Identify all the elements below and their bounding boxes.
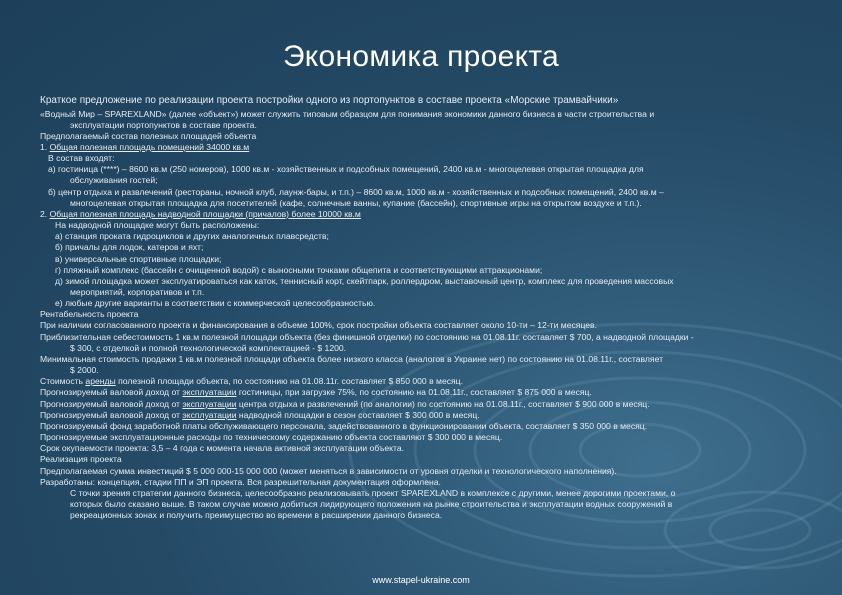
- text-line: [40, 387, 810, 398]
- text-segment: полезной площади объекта, по состоянию на 01.08.11г. составляет $ 850 000 в месяц.: [115, 376, 463, 387]
- text-line: в) универсальные спортивные площадки;: [55, 253, 222, 264]
- text-segment: 1.: [40, 141, 50, 152]
- text-line: б) центр отдыха и развлечений (рестораны, ночной клуб, лаунж-бары, и т.п.) – 8600 кв.м, 1000 кв.м - хозяйственных и подсобных помещений, 2400 кв.м –: [48, 186, 664, 197]
- text-segment: надводной площадки в сезон составляет $ 300 000 в месяц.: [236, 409, 480, 420]
- slide-title: Экономика проекта: [282, 40, 560, 73]
- text-line: Приблизительная себестоимость 1 кв.м полезной площади объекта (без финишной отделки) по состоянию на 01.08.11г. составляет $ 700, а надводной площадки -: [40, 331, 694, 342]
- text-line: Разработаны: концепция, стадии ПП и ЭП проекта. Вся разрешительная документация оформлена.: [40, 476, 441, 487]
- text-line: д) зимой площадка может эксплуатироваться как каток, теннисный корт, скейтпарк, роллердром, выставочный центр, комплекс для проведения массовых: [55, 275, 674, 286]
- text-line: При наличии согласованного проекта и финансирования в объеме 100%, срок постройки объекта составляет около 10-ти – 12-ти месяцев.: [40, 320, 597, 331]
- text-line: Прогнозируемый фонд заработной платы обслуживающего персонала, задействованного в функционировании объекта, составляет $ 350 000 в месяц.: [40, 420, 648, 431]
- text-line: Минимальная стоимость продажи 1 кв.м полезной площади объекта более низкого класса (аналогов в Украине нет) по состоянию на 01.08.11г., составляет: [40, 353, 664, 364]
- text-line: На надводной площадке могут быть расположены:: [55, 220, 260, 231]
- text-line: Предполагаемая сумма инвестиций $ 5 000 000-15 000 000 (может меняться в зависимости от уровня отделки и технологического наполнения).: [40, 465, 617, 476]
- text-line: С точки зрения стратегии данного бизнеса, целесообразно реализовывать проект SPAREXLAND в комплексе с другими, менее дорогими проектами, о: [70, 487, 676, 498]
- underlined-term: эксплуатации: [182, 409, 237, 420]
- text-line: г) пляжный комплекс (бассейн с очищенной водой) с выносными точками общепита и соответствующими аттракционами;: [55, 264, 543, 275]
- text-line: Прогнозируемые эксплуатационные расходы по техническому содержанию объекта составляют $ 300 000 в месяц.: [40, 432, 503, 443]
- underlined-term: эксплуатации: [182, 398, 237, 409]
- text-line: [40, 399, 810, 410]
- project-text-body: [40, 95, 810, 521]
- text-line: $ 2000.: [70, 365, 99, 376]
- text-segment: 2.: [40, 208, 50, 219]
- text-line: многоцелевая открытая площадка для посетителей (кафе, солнечные ванны, купание (бассейн), спортивные игры на открытом воздухе и т.п.).: [70, 197, 642, 208]
- text-segment: центра отдыха и развлечений (по аналогии) по состоянию на 01.08.11г., составляет $ 900 000 в месяц.: [236, 398, 650, 409]
- website-link[interactable]: www.stapel-ukraine.com: [372, 575, 470, 585]
- text-line: Краткое предложение по реализации проекта постройки одного из портопунктов в составе проекта «Морские трамвайчики»: [40, 95, 619, 106]
- text-line: [40, 376, 810, 387]
- text-line: е) любые другие варианты в соответствии с коммерческой целесообразностью.: [55, 298, 376, 309]
- text-line: В состав входят:: [48, 153, 115, 164]
- text-segment: Прогнозируемый валовой доход от: [40, 387, 183, 398]
- text-line: Реализация проекта: [40, 454, 122, 465]
- text-line: «Водный Мир – SPAREXLAND» (далее «объект») может служить типовым образцом для понимания экономики данного бизнеса в части строительства и: [40, 108, 655, 119]
- text-line: а) станция проката гидроциклов и других аналогичных плавсредств;: [55, 231, 329, 242]
- text-line: а) гостиница (****) – 8600 кв.м (250 номеров), 1000 кв.м - хозяйственных и подсобных помещений, 2400 кв.м - многоцелевая открытая площадка для: [48, 164, 644, 175]
- text-line: [40, 410, 810, 421]
- text-line: $ 300, с отделкой и полной технологической комплектацией - $ 1200.: [70, 342, 347, 353]
- text-line: б) причалы для лодок, катеров и яхт;: [55, 242, 204, 253]
- text-line: [40, 142, 810, 153]
- underlined-term: эксплуатации: [182, 387, 237, 398]
- text-line: Срок окупаемости проекта: 3,5 – 4 года с момента начала активной эксплуатации объекта.: [40, 443, 404, 454]
- text-segment: Стоимость: [40, 376, 86, 387]
- text-segment: Прогнозируемый валовой доход от: [40, 398, 183, 409]
- text-line: мероприятий, корпоративов и т.п.: [70, 287, 205, 297]
- text-line: рекреационных зонах и получить преимущество во времени в расширении данного бизнеса.: [70, 510, 443, 521]
- text-line: [40, 209, 810, 220]
- underlined-term: аренды: [85, 376, 116, 387]
- underlined-term: Общая полезная площадь надводной площадки (причалов) более 10000 кв.м: [49, 208, 361, 219]
- text-line: Рентабельность проекта: [40, 309, 139, 320]
- text-line: эксплуатации портопунктов в составе проекта.: [70, 119, 257, 130]
- text-line: которых было сказано выше. В таком случае можно добиться лидирующего положения на рынке строительства и эксплуатации водных сооружений в: [70, 498, 673, 509]
- text-segment: Прогнозируемый валовой доход от: [40, 409, 183, 420]
- text-line: обслуживания гостей;: [70, 175, 158, 186]
- text-line: Предполагаемый состав полезных площадей объекта: [40, 130, 257, 141]
- text-segment: гостиницы, при загрузке 75%, по состоянию на 01.08.11г., составляет $ 875 000 в месяц.: [236, 387, 592, 398]
- underlined-term: Общая полезная площадь помещений 34000 кв.м: [49, 141, 250, 152]
